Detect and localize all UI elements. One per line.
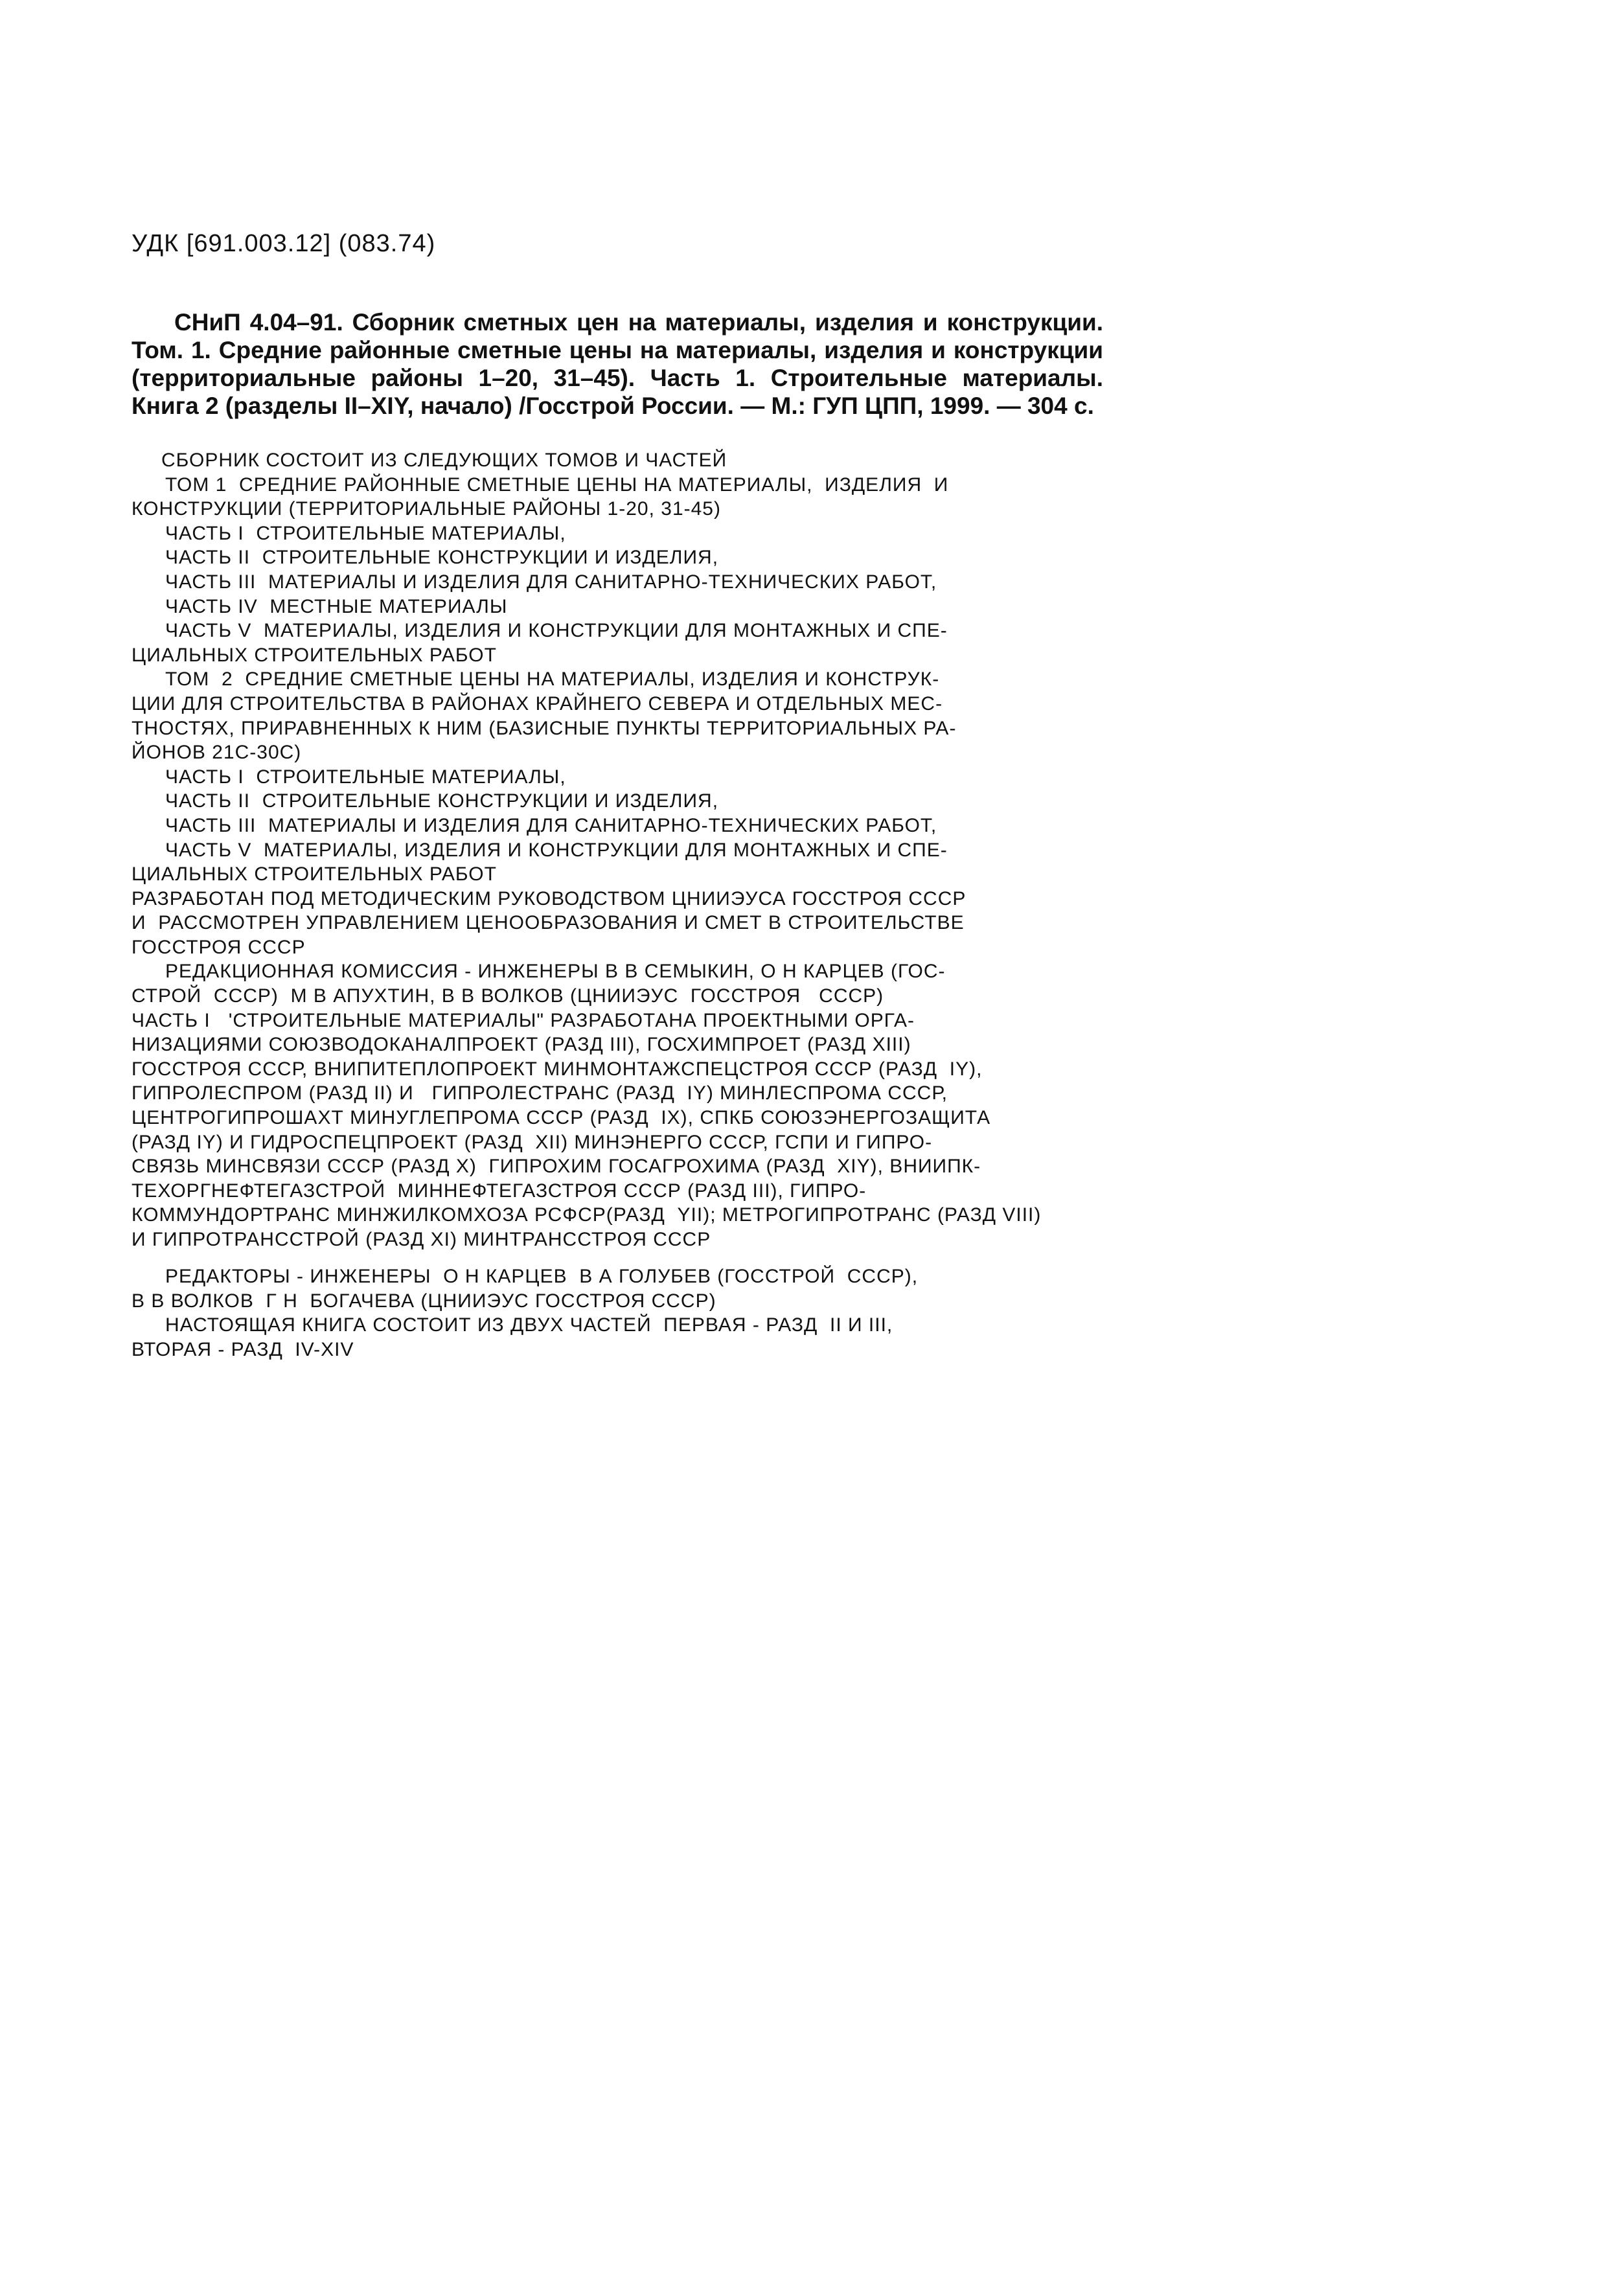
text-line: КОММУНДОРТРАНС МИНЖИЛКОМХОЗА РСФСР(РАЗД YII); МЕТРОГИПРОТРАНС (РАЗД VIII) [132,1204,1042,1226]
record-description: Сборник сметных цен на материалы, изделия и конструкции. Том. 1. Средние районные сметные цены на материалы, изделия и конструкции (территориальные районы 1–20, 31–45). Часть 1. Строительные материалы. Книга 2 (разделы II–XIY, начало) /Госстрой России. — М.: ГУП ЦПП, 1999. — 304 с. [132,309,1103,419]
text-line: ЧАСТЬ V МАТЕРИАЛЫ, ИЗДЕЛИЯ И КОНСТРУКЦИИ ДЛЯ МОНТАЖНЫХ И СПЕ- [165,839,948,861]
text-line: РАЗРАБОТАН ПОД МЕТОДИЧЕСКИМ РУКОВОДСТВОМ ЦНИИЭУСА ГОССТРОЯ СССР [132,887,966,909]
text-line: ТНОСТЯХ, ПРИРАВНЕННЫХ К НИМ (БАЗИСНЫЕ ПУНКТЫ ТЕРРИТОРИАЛЬНЫХ РА- [132,717,957,739]
text-line: СБОРНИК СОСТОИТ ИЗ СЛЕДУЮЩИХ ТОМОВ И ЧАСТЕЙ [161,450,727,471]
text-line: КОНСТРУКЦИИ (ТЕРРИТОРИАЛЬНЫЕ РАЙОНЫ 1-20, 31-45) [132,498,721,520]
text-line: ЦИАЛЬНЫХ СТРОИТЕЛЬНЫХ РАБОТ [132,863,497,885]
text-line: ЧАСТЬ IV МЕСТНЫЕ МАТЕРИАЛЫ [165,595,508,617]
text-line: ГОССТРОЯ СССР, ВНИПИТЕПЛОПРОЕКТ МИНМОНТАЖСПЕЦСТРОЯ СССР (РАЗД IY), [132,1058,983,1080]
text-line: ЙОНОВ 21С-30С) [132,742,302,764]
text-line: СВЯЗЬ МИНСВЯЗИ СССР (РАЗД X) ГИПРОХИМ ГОСАГРОХИМА (РАЗД XIY), ВНИИПК- [132,1156,981,1178]
text-line: НАСТОЯЩАЯ КНИГА СОСТОИТ ИЗ ДВУХ ЧАСТЕЙ ПЕРВАЯ - РАЗД II И III, [165,1314,893,1336]
text-line: И ГИПРОТРАНССТРОЙ (РАЗД XI) МИНТРАНССТРОЯ СССР [132,1229,711,1250]
text-line: ЦЕНТРОГИПРОШАХТ МИНУГЛЕПРОМА СССР (РАЗД IX), СПКБ СОЮЗЭНЕРГОЗАЩИТА [132,1107,991,1129]
text-line: ЦИАЛЬНЫХ СТРОИТЕЛЬНЫХ РАБОТ [132,644,497,666]
text-line: РЕДАКТОРЫ - ИНЖЕНЕРЫ О Н КАРЦЕВ В А ГОЛУБЕВ (ГОССТРОЙ СССР), [165,1266,919,1287]
text-line: ЧАСТЬ V МАТЕРИАЛЫ, ИЗДЕЛИЯ И КОНСТРУКЦИИ ДЛЯ МОНТАЖНЫХ И СПЕ- [165,620,948,642]
text-line: ЧАСТЬ II СТРОИТЕЛЬНЫЕ КОНСТРУКЦИИ И ИЗДЕЛИЯ, [165,790,719,812]
text-line: НИЗАЦИЯМИ СОЮЗВОДОКАНАЛПРОЕКТ (РАЗД III), ГОСХИМПРОЕТ (РАЗД XIII) [132,1034,911,1056]
text-line: ЧАСТЬ I 'СТРОИТЕЛЬНЫЕ МАТЕРИАЛЫ" РАЗРАБОТАНА ПРОЕКТНЫМИ ОРГА- [132,1009,915,1031]
volumes-description [132,448,1142,1252]
text-line: ЧАСТЬ III МАТЕРИАЛЫ И ИЗДЕЛИЯ ДЛЯ САНИТАРНО-ТЕХНИЧЕСКИХ РАБОТ, [165,814,937,836]
text-line: ЦИИ ДЛЯ СТРОИТЕЛЬСТВА В РАЙОНАХ КРАЙНЕГО СЕВЕРА И ОТДЕЛЬНЫХ МЕС- [132,692,943,714]
text-line: ТОМ 2 СРЕДНИЕ СМЕТНЫЕ ЦЕНЫ НА МАТЕРИАЛЫ, ИЗДЕЛИЯ И КОНСТРУК- [165,668,940,691]
text-line: ЧАСТЬ II СТРОИТЕЛЬНЫЕ КОНСТРУКЦИИ И ИЗДЕЛИЯ, [165,547,719,569]
udk-code: УДК [691.003.12] (083.74) [132,230,436,257]
text-line: ЧАСТЬ I СТРОИТЕЛЬНЫЕ МАТЕРИАЛЫ, [165,766,566,788]
text-line: ВТОРАЯ - РАЗД IV-XIV [132,1338,354,1360]
text-line: В В ВОЛКОВ Г Н БОГАЧЕВА (ЦНИИЭУС ГОССТРОЯ СССР) [132,1290,716,1312]
text-line: РЕДАКЦИОННАЯ КОМИССИЯ - ИНЖЕНЕРЫ В В СЕМЫКИН, О Н КАРЦЕВ (ГОС- [165,961,946,983]
text-line: ГОССТРОЯ СССР [132,936,306,958]
text-line: ТОМ 1 СРЕДНИЕ РАЙОННЫЕ СМЕТНЫЕ ЦЕНЫ НА МАТЕРИАЛЫ, ИЗДЕЛИЯ И [165,474,949,496]
text-line: (РАЗД IY) И ГИДРОСПЕЦПРОЕКТ (РАЗД XII) МИНЭНЕРГО СССР, ГСПИ И ГИПРО- [132,1131,933,1153]
text-line: СТРОЙ СССР) М В АПУХТИН, В В ВОЛКОВ (ЦНИИЭУС ГОССТРОЯ СССР) [132,985,884,1007]
text-line: ТЕХОРГНЕФТЕГАЗСТРОЙ МИННЕФТЕГАЗСТРОЯ СССР (РАЗД III), ГИПРО- [132,1180,867,1202]
bibliographic-record [132,308,1103,420]
text-line: ГИПРОЛЕСПРОМ (РАЗД II) И ГИПРОЛЕСТРАНС (РАЗД IY) МИНЛЕСПРОМА СССР, [132,1082,948,1104]
text-line: И РАССМОТРЕН УПРАВЛЕНИЕМ ЦЕНООБРАЗОВАНИЯ И СМЕТ В СТРОИТЕЛЬСТВЕ [132,912,965,934]
record-title: СНиП 4.04–91. [174,309,343,336]
text-line: ЧАСТЬ I СТРОИТЕЛЬНЫЕ МАТЕРИАЛЫ, [165,522,566,544]
editors-description [132,1264,1142,1362]
text-line: ЧАСТЬ III МАТЕРИАЛЫ И ИЗДЕЛИЯ ДЛЯ САНИТАРНО-ТЕХНИЧЕСКИХ РАБОТ, [165,571,937,593]
